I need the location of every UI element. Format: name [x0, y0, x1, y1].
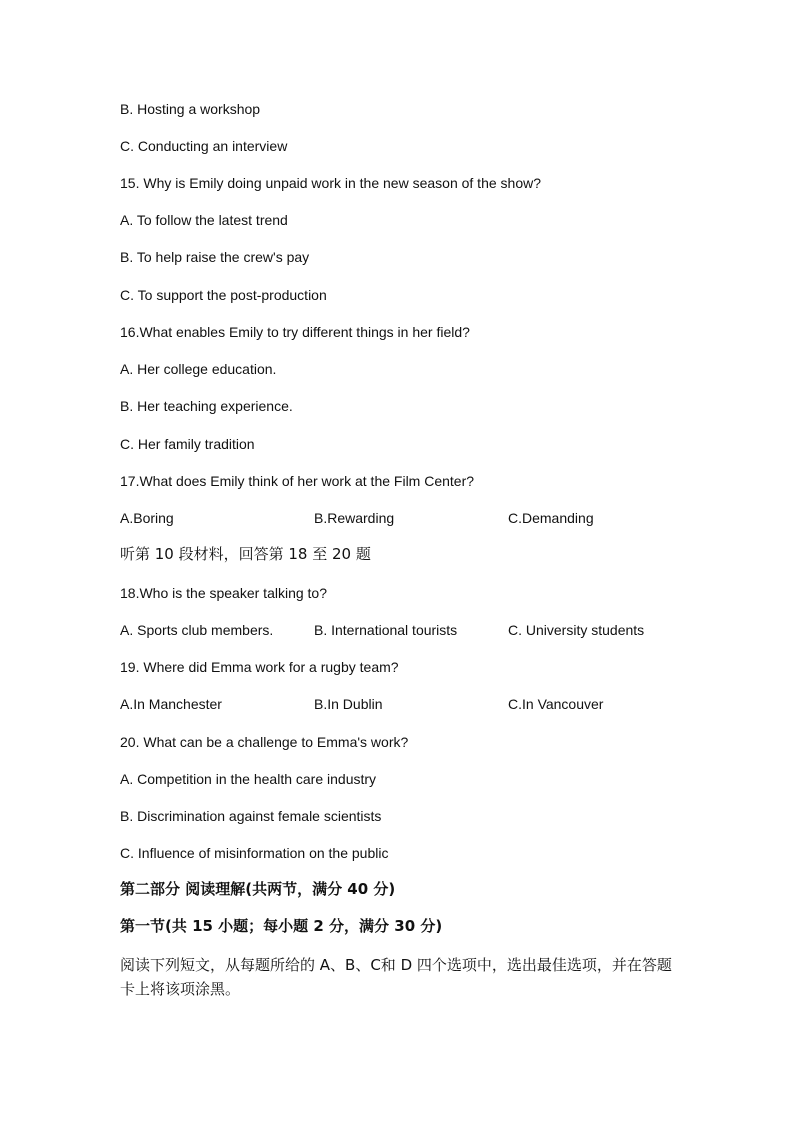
q15-option-c: C. To support the post-production — [120, 287, 327, 303]
q16-option-a: A. Her college education. — [120, 361, 277, 377]
q17-option-b: B.Rewarding — [314, 510, 395, 526]
q18-option-b: B. International tourists — [314, 622, 458, 638]
q15-option-a: A. To follow the latest trend — [120, 212, 288, 228]
q19-option-a: A.In Manchester — [120, 696, 222, 712]
q20-option-a: A. Competition in the health care industry — [120, 771, 377, 787]
q16-option-c: C. Her family tradition — [120, 436, 255, 452]
q20-option-b: B. Discrimination against female scientists — [120, 808, 382, 824]
q17-option-a: A.Boring — [120, 510, 174, 526]
question-16: 16.What enables Emily to try different things in her field? — [120, 324, 470, 340]
q20-option-c: C. Influence of misinformation on the public — [120, 845, 389, 861]
q18-option-c: C. University students — [508, 622, 645, 638]
q17-option-c: C.Demanding — [508, 510, 594, 526]
q14-option-c: C. Conducting an interview — [120, 138, 288, 154]
q18-option-a: A. Sports club members. — [120, 622, 274, 638]
section-1-heading: 第一节(共 15 小题；每小题 2 分，满分 30 分) — [120, 917, 443, 935]
q19-option-c: C.In Vancouver — [508, 696, 604, 712]
question-17: 17.What does Emily think of her work at the Film Center? — [120, 473, 475, 489]
section-10-heading: 听第 10 段材料，回答第 18 至 20 题 — [120, 545, 371, 563]
q14-option-b: B. Hosting a workshop — [120, 101, 261, 117]
reading-instructions: 阅读下列短文，从每题所给的 A、B、C和 D 四个选项中，选出最佳选项，并在答题卡上将该项涂黑。 — [120, 956, 672, 998]
question-19: 19. Where did Emma work for a rugby team? — [120, 659, 399, 675]
question-18: 18.Who is the speaker talking to? — [120, 585, 328, 601]
q19-option-b: B.In Dublin — [314, 696, 383, 712]
q15-option-b: B. To help raise the crew's pay — [120, 249, 310, 265]
question-15: 15. Why is Emily doing unpaid work in the new season of the show? — [120, 175, 542, 191]
part-2-heading: 第二部分 阅读理解(共两节，满分 40 分) — [120, 880, 396, 898]
question-20: 20. What can be a challenge to Emma's work? — [120, 734, 409, 750]
q16-option-b: B. Her teaching experience. — [120, 398, 293, 414]
